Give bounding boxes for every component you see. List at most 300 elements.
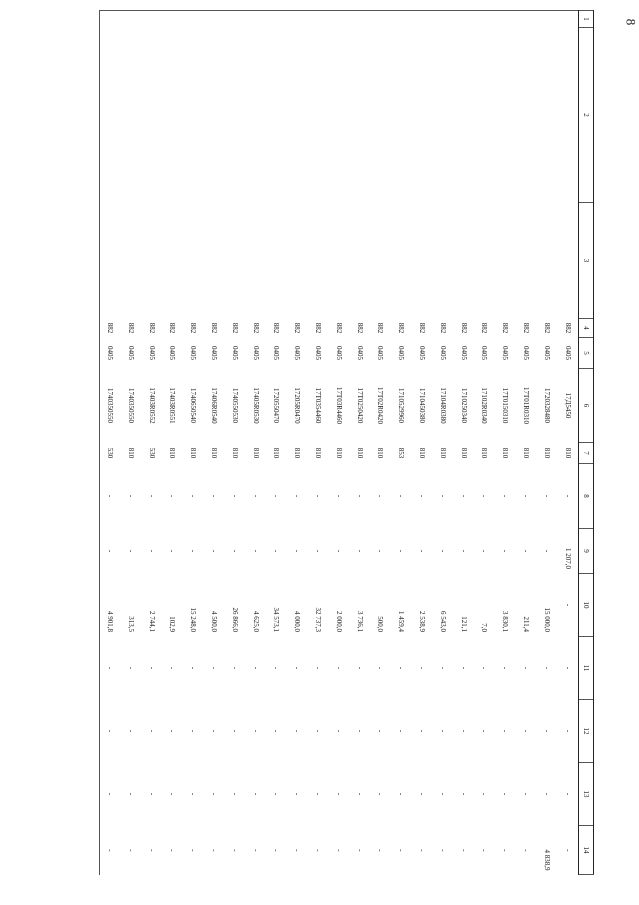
table-cell-col-14: - <box>438 849 447 852</box>
table-cell-col-8: - <box>355 494 364 498</box>
table-cell-col-10: 211,4 <box>522 616 531 632</box>
table-cell-col-14: - <box>418 849 427 852</box>
table-cell-col-5: 0405 <box>210 346 219 360</box>
table-cell-col-2 <box>183 28 204 203</box>
table-cell-col-3 <box>391 203 412 319</box>
table-cell-col-14: - <box>99 826 120 875</box>
table-cell-col-10: 15 000,0 <box>542 607 551 632</box>
table-row <box>516 11 537 875</box>
table-cell-col-11: - <box>126 666 135 670</box>
table-cell-col-12: - <box>210 729 219 733</box>
table-cell-col-13: - <box>376 792 385 796</box>
table-cell-col-14: - <box>480 849 489 852</box>
column-header: 11 <box>579 637 594 700</box>
table-cell-col-7: 810 <box>168 447 177 459</box>
table-cell-col-6: 1720328480 <box>542 388 551 423</box>
table-cell-col-1 <box>266 11 287 28</box>
table-cell-col-3 <box>204 203 225 319</box>
table-cell-col-9: - <box>334 549 343 553</box>
table-cell-col-5: 0405 <box>147 346 156 360</box>
table-cell-col-13: - <box>418 792 427 796</box>
table-cell-col-14: - <box>459 849 468 852</box>
table-cell-col-2 <box>308 28 329 203</box>
table-cell-col-9: - <box>126 549 135 553</box>
table-cell-col-11: - <box>355 666 364 670</box>
table-cell-col-9: - <box>438 549 447 553</box>
table-cell-col-3 <box>224 203 245 319</box>
table-cell-col-12: - <box>522 729 531 733</box>
table-cell-col-7: 810 <box>355 447 364 459</box>
table-cell-col-12: - <box>501 729 510 733</box>
table-cell-col-1 <box>162 11 183 28</box>
table-cell-col-10: 2 744,1 <box>147 611 156 632</box>
column-header: 12 <box>579 700 594 763</box>
table-cell-col-6: 17104R0380 <box>438 387 447 424</box>
table-cell-col-9: - <box>501 549 510 553</box>
table-cell-col-7: 810 <box>418 447 427 459</box>
table-cell-col-11: - <box>99 637 120 700</box>
table-row <box>453 11 474 875</box>
table-cell-col-7: 853 <box>397 447 406 459</box>
table-cell-col-1 <box>474 11 495 28</box>
table-row <box>432 11 453 875</box>
table-cell-col-9: - <box>522 549 531 553</box>
table-cell-col-13: - <box>501 792 510 796</box>
table-cell-col-8: - <box>99 464 120 529</box>
table-cell-col-10: 34 573,1 <box>272 607 281 632</box>
table-cell-col-11: - <box>147 666 156 670</box>
table-cell-col-12: - <box>480 729 489 733</box>
table-cell-col-13: - <box>210 792 219 796</box>
table-cell-col-9: - <box>397 549 406 553</box>
table-cell-col-3 <box>349 203 370 319</box>
table-cell-col-9: - <box>99 529 120 574</box>
table-cell-col-7: 810 <box>563 447 572 459</box>
table-cell-col-2 <box>266 28 287 203</box>
table-cell-col-12: - <box>418 729 427 733</box>
page-number: 8 <box>622 18 638 26</box>
table-cell-col-11: - <box>189 666 198 670</box>
table-cell-col-3 <box>141 203 162 319</box>
table-cell-col-8: - <box>480 494 489 498</box>
table-row <box>120 11 141 875</box>
column-header: 2 <box>579 28 594 203</box>
table-cell-col-7: 810 <box>459 447 468 459</box>
table-cell-col-8: - <box>501 494 510 498</box>
table-cell-col-8: - <box>293 494 302 498</box>
table-cell-col-12: - <box>168 729 177 733</box>
table-cell-col-14: 4 838,9 <box>542 849 551 871</box>
table-cell-col-8: - <box>210 494 219 498</box>
table-cell-col-13: - <box>480 792 489 796</box>
table-cell-col-6: 17Т03R4460 <box>334 387 343 424</box>
table-cell-col-1 <box>141 11 162 28</box>
table-cell-col-8: - <box>438 494 447 498</box>
table-cell-col-6: 17Т01R0310 <box>522 387 531 424</box>
table-cell-col-13: - <box>334 792 343 796</box>
column-header: 10 <box>579 574 594 637</box>
table-cell-col-4: 882 <box>480 322 489 334</box>
table-cell-col-12: - <box>542 729 551 733</box>
table-cell-col-7: 810 <box>314 447 323 459</box>
table-cell-col-9: - <box>542 549 551 553</box>
table-cell-col-7: 810 <box>334 447 343 459</box>
table-cell-col-11: - <box>314 666 323 670</box>
table-cell-col-6: 17102R0340 <box>480 387 489 424</box>
table-cell-col-13: - <box>397 792 406 796</box>
table-cell-col-4: 882 <box>147 322 156 334</box>
table-cell-col-11: - <box>563 666 572 670</box>
table-cell-col-5: 0405 <box>355 346 364 360</box>
table-cell-col-6: 17Т0250420 <box>355 387 364 424</box>
table-cell-col-5: 0405 <box>189 346 198 360</box>
table-cell-col-14: - <box>126 849 135 852</box>
table-cell-col-8: - <box>459 494 468 498</box>
rotated-table-container <box>106 10 594 874</box>
table-cell-col-2 <box>120 28 141 203</box>
table-cell-col-5: 0405 <box>314 346 323 360</box>
table-cell-col-8: - <box>334 494 343 498</box>
table-cell-col-9: - <box>230 549 239 553</box>
table-row <box>328 11 349 875</box>
table-cell-col-4: 882 <box>501 322 510 334</box>
table-cell-col-12: - <box>293 729 302 733</box>
table-cell-col-6: 1740650540 <box>189 388 198 423</box>
table-cell-col-5: 0405 <box>459 346 468 360</box>
table-cell-col-2 <box>204 28 225 203</box>
table-cell-col-11: - <box>210 666 219 670</box>
table-cell-col-6: 17403R0552 <box>147 387 156 424</box>
table-cell-col-2 <box>391 28 412 203</box>
table-cell-col-8: - <box>542 494 551 498</box>
table-cell-col-14: - <box>314 849 323 852</box>
table-cell-col-4: 882 <box>126 322 135 334</box>
table-cell-col-14: - <box>189 849 198 852</box>
table-cell-col-7: 810 <box>230 447 239 459</box>
table-cell-col-13: - <box>230 792 239 796</box>
table-cell-col-9: - <box>314 549 323 553</box>
table-cell-col-4: 882 <box>314 322 323 334</box>
table-cell-col-11: - <box>376 666 385 670</box>
table-cell-col-4: 882 <box>99 319 120 338</box>
table-cell-col-12: - <box>99 700 120 763</box>
table-cell-col-3 <box>412 203 433 319</box>
table-cell-col-5: 0405 <box>418 346 427 360</box>
table-cell-col-5: 0405 <box>542 346 551 360</box>
table-cell-col-4: 882 <box>293 322 302 334</box>
table-cell-col-14: - <box>251 849 260 852</box>
table-cell-col-10: - <box>563 603 572 607</box>
table-cell-col-1 <box>287 11 308 28</box>
table-cell-col-1 <box>412 11 433 28</box>
table-cell-col-12: - <box>189 729 198 733</box>
table-cell-col-5: 0405 <box>230 346 239 360</box>
column-header: 14 <box>579 826 594 875</box>
table-cell-col-13: - <box>438 792 447 796</box>
table-cell-col-9: - <box>459 549 468 553</box>
table-cell-col-4: 882 <box>334 322 343 334</box>
table-cell-col-14: - <box>147 849 156 852</box>
table-cell-col-7: 530 <box>147 447 156 459</box>
table-cell-col-10: 3 736,1 <box>355 611 364 632</box>
table-cell-col-13: - <box>272 792 281 796</box>
table-cell-col-10: 3 830,1 <box>501 611 510 632</box>
table-cell-col-2 <box>474 28 495 203</box>
table-cell-col-14: - <box>522 849 531 852</box>
table-cell-col-6: 17Т0150310 <box>501 387 510 424</box>
table-cell-col-9: - <box>418 549 427 553</box>
table-row <box>495 11 516 875</box>
table-cell-col-4: 882 <box>355 322 364 334</box>
table-cell-col-12: - <box>272 729 281 733</box>
column-header: 9 <box>579 529 594 574</box>
table-cell-col-12: - <box>459 729 468 733</box>
table-cell-col-1 <box>495 11 516 28</box>
table-cell-col-7: 810 <box>542 447 551 459</box>
table-cell-col-7: 530 <box>99 443 120 464</box>
table-cell-col-3 <box>432 203 453 319</box>
table-cell-col-9: - <box>210 549 219 553</box>
table-cell-col-1 <box>328 11 349 28</box>
table-cell-col-2 <box>495 28 516 203</box>
column-header: 5 <box>579 338 594 369</box>
table-cell-col-2 <box>516 28 537 203</box>
table-cell-col-3 <box>536 203 557 319</box>
table-cell-col-10: 2 000,0 <box>334 611 343 632</box>
column-header: 13 <box>579 763 594 826</box>
table-cell-col-13: - <box>147 792 156 796</box>
table-cell-col-9: - <box>376 549 385 553</box>
table-cell-col-8: - <box>168 494 177 498</box>
table-row <box>474 11 495 875</box>
table-cell-col-9: - <box>251 549 260 553</box>
table-cell-col-9: - <box>480 549 489 553</box>
table-cell-col-6: 17Д5450 <box>563 392 572 419</box>
table-cell-col-2 <box>557 28 578 203</box>
table-cell-col-8: - <box>418 494 427 498</box>
table-cell-col-2 <box>141 28 162 203</box>
table-cell-col-11: - <box>293 666 302 670</box>
table-cell-col-9: - <box>272 549 281 553</box>
table-cell-col-5: 0405 <box>376 346 385 360</box>
table-cell-col-9: - <box>189 549 198 553</box>
table-cell-col-14: - <box>168 849 177 852</box>
table-cell-col-10: 2 538,9 <box>418 611 427 632</box>
table-cell-col-1 <box>224 11 245 28</box>
table-cell-col-11: - <box>272 666 281 670</box>
table-cell-col-3 <box>516 203 537 319</box>
table-cell-col-6: 1740350550 <box>99 369 120 443</box>
table-cell-col-7: 810 <box>251 447 260 459</box>
table-cell-col-4: 882 <box>397 322 406 334</box>
table-cell-col-4: 882 <box>189 322 198 334</box>
table-cell-col-8: - <box>397 494 406 498</box>
table-cell-col-8: - <box>126 494 135 498</box>
table-cell-col-11: - <box>522 666 531 670</box>
table-cell-col-7: 810 <box>126 447 135 459</box>
table-cell-col-10: 102,9 <box>168 616 177 632</box>
table-cell-col-8: - <box>376 494 385 498</box>
header-row <box>579 11 594 875</box>
table-cell-col-2 <box>328 28 349 203</box>
table-cell-col-4: 882 <box>438 322 447 334</box>
table-cell-col-11: - <box>397 666 406 670</box>
table-cell-col-1 <box>99 11 120 28</box>
table-cell-col-8: - <box>147 494 156 498</box>
table-cell-col-14: - <box>272 849 281 852</box>
table-cell-col-4: 882 <box>272 322 281 334</box>
table-cell-col-3 <box>99 203 120 319</box>
table-cell-col-11: - <box>438 666 447 670</box>
table-cell-col-4: 882 <box>418 322 427 334</box>
table-cell-col-9: - <box>293 549 302 553</box>
table-cell-col-7: 810 <box>293 447 302 459</box>
table-cell-col-13: - <box>168 792 177 796</box>
table-cell-col-13: - <box>459 792 468 796</box>
table-cell-col-3 <box>328 203 349 319</box>
table-cell-col-13: - <box>189 792 198 796</box>
table-cell-col-10: 15 248,0 <box>189 607 198 632</box>
table-cell-col-12: - <box>314 729 323 733</box>
table-cell-col-4: 882 <box>522 322 531 334</box>
table-cell-col-4: 882 <box>542 322 551 334</box>
table-cell-col-1 <box>516 11 537 28</box>
column-header: 7 <box>579 443 594 464</box>
table-cell-col-6: 1740350550 <box>126 388 135 423</box>
table-cell-col-12: - <box>334 729 343 733</box>
table-cell-col-5: 0405 <box>293 346 302 360</box>
table-cell-col-12: - <box>563 729 572 733</box>
table-cell-col-3 <box>453 203 474 319</box>
table-cell-col-1 <box>391 11 412 28</box>
table-cell-col-3 <box>495 203 516 319</box>
table-cell-col-5: 0405 <box>397 346 406 360</box>
table-cell-col-10: 4 901,8 <box>99 574 120 637</box>
table-cell-col-5: 0405 <box>522 346 531 360</box>
table-cell-col-13: - <box>563 792 572 796</box>
table-cell-col-9: - <box>147 549 156 553</box>
table-cell-col-12: - <box>355 729 364 733</box>
table-row <box>99 11 120 875</box>
table-cell-col-1 <box>120 11 141 28</box>
table-cell-col-13: - <box>355 792 364 796</box>
table-cell-col-6: 17Т0354460 <box>314 387 323 424</box>
table-cell-col-3 <box>162 203 183 319</box>
table-cell-col-2 <box>453 28 474 203</box>
table-cell-col-1 <box>204 11 225 28</box>
table-cell-col-5: 0405 <box>168 346 177 360</box>
table-row <box>391 11 412 875</box>
table-cell-col-1 <box>432 11 453 28</box>
table-cell-col-11: - <box>459 666 468 670</box>
table-cell-col-4: 882 <box>230 322 239 334</box>
table-cell-col-12: - <box>438 729 447 733</box>
table-cell-col-7: 810 <box>210 447 219 459</box>
table-row <box>245 11 266 875</box>
table-cell-col-5: 0405 <box>480 346 489 360</box>
table-cell-col-11: - <box>501 666 510 670</box>
table-cell-col-4: 882 <box>459 322 468 334</box>
table-cell-col-5: 0405 <box>334 346 343 360</box>
table-cell-col-1 <box>349 11 370 28</box>
table-row <box>349 11 370 875</box>
table-cell-col-2 <box>536 28 557 203</box>
table-cell-col-4: 882 <box>168 322 177 334</box>
table-cell-col-6: 17406R0540 <box>210 387 219 424</box>
table-cell-col-8: - <box>272 494 281 498</box>
table-cell-col-11: - <box>334 666 343 670</box>
table-cell-col-14: - <box>501 849 510 852</box>
table-cell-col-9: - <box>168 549 177 553</box>
table-cell-col-3 <box>266 203 287 319</box>
table-cell-col-14: - <box>376 849 385 852</box>
table-cell-col-3 <box>287 203 308 319</box>
table-body <box>99 11 578 875</box>
table-cell-col-6: 1720550470 <box>272 388 281 423</box>
table-cell-col-10: 4 500,0 <box>210 611 219 632</box>
table-cell-col-11: - <box>418 666 427 670</box>
table-cell-col-1 <box>557 11 578 28</box>
table-cell-col-5: 0405 <box>501 346 510 360</box>
table-cell-col-10: 4 625,0 <box>251 611 260 632</box>
table-cell-col-6: 1710529960 <box>397 388 406 423</box>
table-row <box>370 11 391 875</box>
table-row <box>162 11 183 875</box>
table-cell-col-12: - <box>126 729 135 733</box>
column-header: 1 <box>579 11 594 28</box>
table-cell-col-7: 810 <box>189 447 198 459</box>
table-cell-col-1 <box>308 11 329 28</box>
table-cell-col-13: - <box>522 792 531 796</box>
table-cell-col-13: - <box>251 792 260 796</box>
table-cell-col-6: 1710450380 <box>418 388 427 423</box>
table-cell-col-3 <box>245 203 266 319</box>
table-cell-col-11: - <box>251 666 260 670</box>
table-cell-col-4: 882 <box>563 322 572 334</box>
table-cell-col-1 <box>536 11 557 28</box>
table-cell-col-8: - <box>251 494 260 498</box>
table-cell-col-13: - <box>99 763 120 826</box>
table-row <box>204 11 225 875</box>
table-cell-col-1 <box>370 11 391 28</box>
table-cell-col-2 <box>349 28 370 203</box>
table-cell-col-10: 32 737,3 <box>314 607 323 632</box>
table-cell-col-13: - <box>314 792 323 796</box>
table-cell-col-2 <box>287 28 308 203</box>
table-row <box>557 11 578 875</box>
table-cell-col-13: - <box>126 792 135 796</box>
column-header: 3 <box>579 203 594 319</box>
table-row <box>287 11 308 875</box>
table-cell-col-2 <box>245 28 266 203</box>
table-cell-col-8: - <box>230 494 239 498</box>
table-cell-col-5: 0405 <box>99 338 120 369</box>
table-cell-col-5: 0405 <box>126 346 135 360</box>
table-cell-col-2 <box>99 28 120 203</box>
table-cell-col-9: 1 207,0 <box>563 548 572 569</box>
table-cell-col-10: 4 000,0 <box>293 611 302 632</box>
table-row <box>141 11 162 875</box>
table-cell-col-2 <box>432 28 453 203</box>
table-cell-col-10: 313,5 <box>126 616 135 632</box>
table-cell-col-10: 121,1 <box>459 616 468 632</box>
table-cell-col-3 <box>183 203 204 319</box>
table-row <box>266 11 287 875</box>
table-row <box>183 11 204 875</box>
table-cell-col-2 <box>162 28 183 203</box>
table-cell-col-3 <box>557 203 578 319</box>
table-cell-col-8: - <box>189 494 198 498</box>
